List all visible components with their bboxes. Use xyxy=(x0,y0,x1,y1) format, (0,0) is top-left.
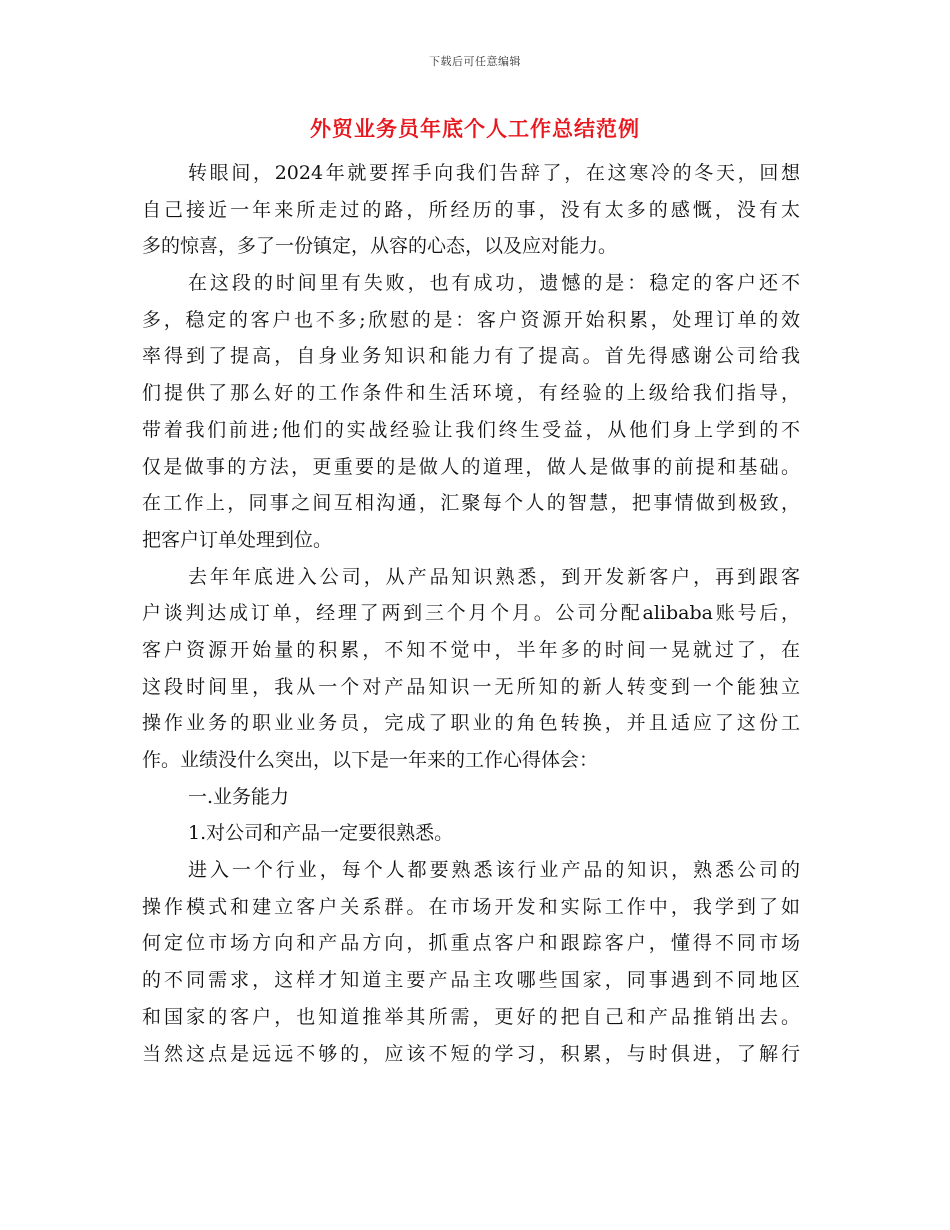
body-line: 当然这点是远远不够的，应该不短的学习，积累，与时俱进，了解行 xyxy=(142,1042,800,1065)
body-line: 率得到了提高，自身业务知识和能力有了提高。首先得感谢公司给我 xyxy=(142,345,800,368)
body-line: 们提供了那么好的工作条件和生活环境，有经验的上级给我们指导， xyxy=(142,382,800,405)
document-body xyxy=(142,155,800,1072)
body-line: 进入一个行业，每个人都要熟悉该行业产品的知识，熟悉公司的 xyxy=(188,859,800,882)
body-line: 在这段的时间里有失败，也有成功，遗憾的是：稳定的客户还不 xyxy=(188,272,800,295)
body-line: 客户资源开始量的积累，不知不觉中，半年多的时间一晃就过了，在 xyxy=(142,638,800,661)
body-line: 操作业务的职业业务员，完成了职业的角色转换，并且适应了这份工 xyxy=(142,712,800,735)
page-header-note: 下载后可任意编辑 xyxy=(429,55,521,68)
body-line: 多，稳定的客户也不多;欣慰的是：客户资源开始积累，处理订单的效 xyxy=(142,308,800,331)
body-line: 去年年底进入公司，从产品知识熟悉，到开发新客户，再到跟客 xyxy=(188,565,800,588)
body-line: 多的惊喜，多了一份镇定，从容的心态，以及应对能力。 xyxy=(142,235,618,258)
document-title: 外贸业务员年底个人工作总结范例 xyxy=(310,116,640,141)
body-line: 自己接近一年来所走过的路，所经历的事，没有太多的感慨，没有太 xyxy=(142,198,800,221)
body-line: 仅是做事的方法，更重要的是做人的道理，做人是做事的前提和基础。 xyxy=(142,455,800,478)
body-line: 带着我们前进;他们的实战经验让我们终生受益，从他们身上学到的不 xyxy=(142,418,800,441)
subsection-heading: 1.对公司和产品一定要很熟悉。 xyxy=(188,822,454,845)
body-line: 把客户订单处理到位。 xyxy=(142,528,333,551)
body-line: 户谈判达成订单，经理了两到三个月个月。公司分配alibaba账号后， xyxy=(142,602,800,625)
body-line: 和国家的客户，也知道推举其所需，更好的把自己和产品推销出去。 xyxy=(142,1005,800,1028)
body-line: 何定位市场方向和产品方向，抓重点客户和跟踪客户，懂得不同市场 xyxy=(142,932,800,955)
body-line: 作。业绩没什么突出，以下是一年来的工作心得体会： xyxy=(142,749,599,771)
section-heading: 一.业务能力 xyxy=(188,785,290,808)
body-line: 这段时间里，我从一个对产品知识一无所知的新人转变到一个能独立 xyxy=(142,675,800,698)
body-line: 的不同需求，这样才知道主要产品主攻哪些国家，同事遇到不同地区 xyxy=(142,969,800,992)
body-line: 在工作上，同事之间互相沟通，汇聚每个人的智慧，把事情做到极致， xyxy=(142,492,800,515)
body-line: 转眼间，2024年就要挥手向我们告辞了，在这寒冷的冬天，回想 xyxy=(188,162,800,184)
body-line: 操作模式和建立客户关系群。在市场开发和实际工作中，我学到了如 xyxy=(142,895,800,918)
